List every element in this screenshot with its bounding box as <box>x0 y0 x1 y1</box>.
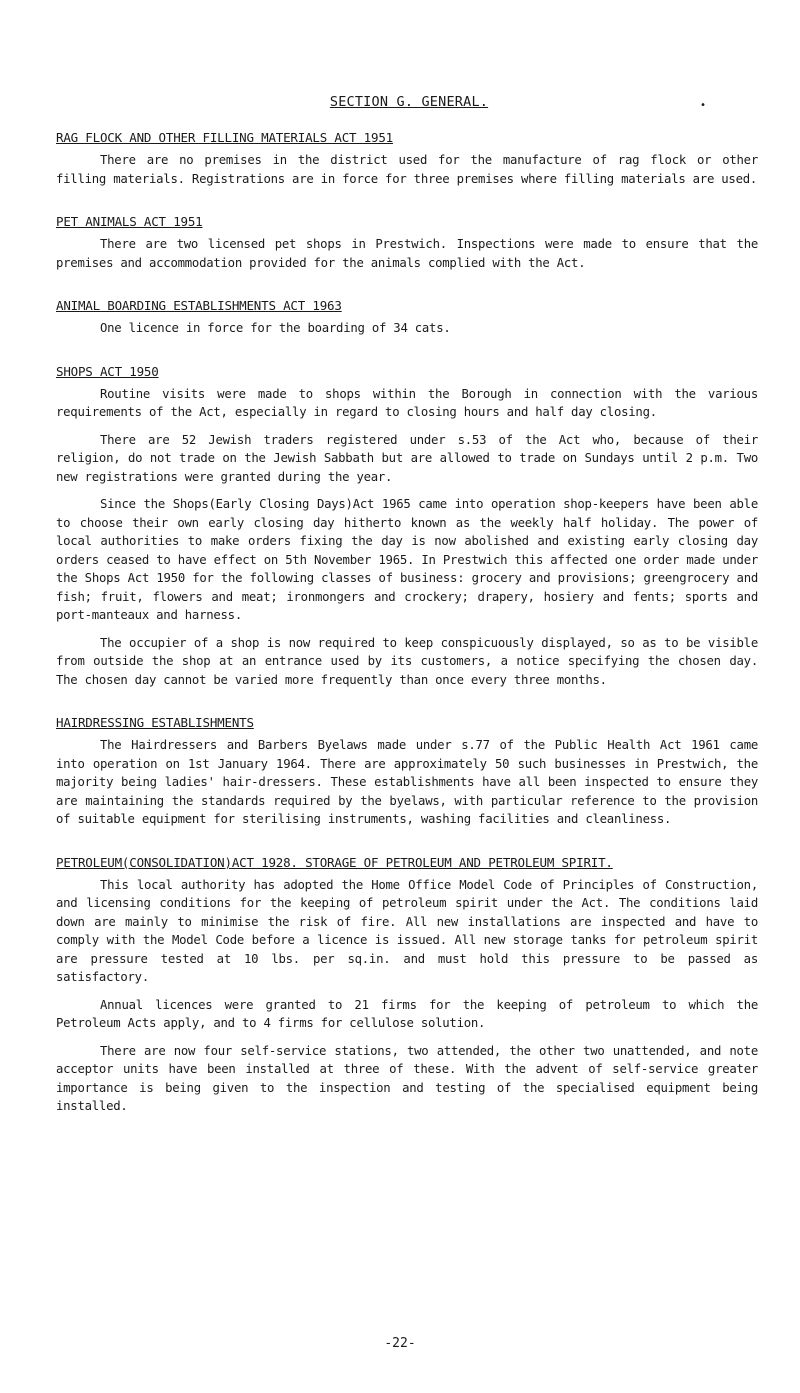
shops-act-section <box>56 364 758 690</box>
hairdressing-section <box>56 715 758 829</box>
paragraph: One licence in force for the boarding of 34 cats. <box>100 321 451 335</box>
section-heading: HAIRDRESSING ESTABLISHMENTS <box>56 715 254 730</box>
petroleum-section <box>56 855 758 1116</box>
section-heading: PETROLEUM(CONSOLIDATION)ACT 1928. STORAGE OF PETROLEUM AND PETROLEUM SPIRIT. <box>56 854 613 870</box>
document-page <box>56 94 758 1142</box>
paragraph: There are two licensed pet shops in Prestwich. Inspections were made to ensure that the premises and accommodation provided for the animals complied with the Act. <box>56 237 758 270</box>
paragraph: The Hairdressers and Barbers Byelaws made under s.77 of the Public Health Act 1961 came into operation on 1st January 1964. There are approximately 50 such businesses in Prestwich, the majority being ladies' hair-dressers. These establishments have all been inspected to ensure they are maintaining the standards required by the byelaws, with particular reference to the provision of suitable equipment for sterilising instruments, washing facilities and cleanliness. <box>56 738 758 826</box>
paragraph: There are no premises in the district used for the manufacture of rag flock or other filling materials. Registrations are in force for three premises where filling materials are used. <box>56 153 758 186</box>
paragraph: Since the Shops(Early Closing Days)Act 1965 came into operation shop-keepers have been able to choose their own early closing day hitherto known as the weekly half holiday. The power of local authorities to make orders fixing the day is now abolished and existing early closing day orders ceased to have effect on 5th November 1965. In Prestwich this affected one order made under the Shops Act 1950 for the following classes of business: grocery and provisions; greengrocery and fish; fruit, flowers and meat; ironmongers and crockery; drapery, hosiery and fents; sports and port-manteaux and harness. <box>56 497 758 622</box>
section-heading: ANIMAL BOARDING ESTABLISHMENTS ACT 1963 <box>56 298 342 313</box>
paragraph: Routine visits were made to shops within the Borough in connection with the various requirements of the Act, especially in regard to closing hours and half day closing. <box>56 386 758 419</box>
pet-animals-section <box>56 214 758 272</box>
section-heading: RAG FLOCK AND OTHER FILLING MATERIALS ACT 1951 <box>56 130 393 145</box>
paragraph: There are 52 Jewish traders registered under s.53 of the Act who, because of their religion, do not trade on the Jewish Sabbath but are allowed to trade on Sundays until 2 p.m. Two new registrations were granted during the year. <box>56 432 758 484</box>
margin-mark: • <box>699 100 706 111</box>
rag-flock-section <box>56 130 758 188</box>
paragraph: Annual licences were granted to 21 firms for the keeping of petroleum to which the Petroleum Acts apply, and to 4 firms for cellulose solution. <box>56 997 758 1030</box>
page-number: -22- <box>384 1336 416 1351</box>
section-heading: PET ANIMALS ACT 1951 <box>56 214 203 229</box>
section-heading: SHOPS ACT 1950 <box>56 363 159 379</box>
animal-boarding-section <box>56 298 758 338</box>
paragraph: There are now four self-service stations, two attended, the other two unattended, and note acceptor units have been installed at three of these. With the advent of self-service greater importance is being given to the inspection and testing of the specialised equipment being installed. <box>56 1043 758 1113</box>
section-title: SECTION G. GENERAL. <box>329 94 489 110</box>
paragraph: This local authority has adopted the Home Office Model Code of Principles of Construction, and licensing conditions for the keeping of petroleum spirit under the Act. The conditions laid down are mainly to minimise the risk of fire. All new installations are inspected and have to comply with the Model Code before a licence is issued. All new storage tanks for petroleum spirit are pressure tested at 10 lbs. per sq.in. and must hold this pressure to be passed as satisfactory. <box>56 877 758 984</box>
paragraph: The occupier of a shop is now required to keep conspicuously displayed, so as to be visible from outside the shop at an entrance used by its customers, a notice specifying the chosen day. The chosen day cannot be varied more frequently than once every three months. <box>56 635 758 687</box>
